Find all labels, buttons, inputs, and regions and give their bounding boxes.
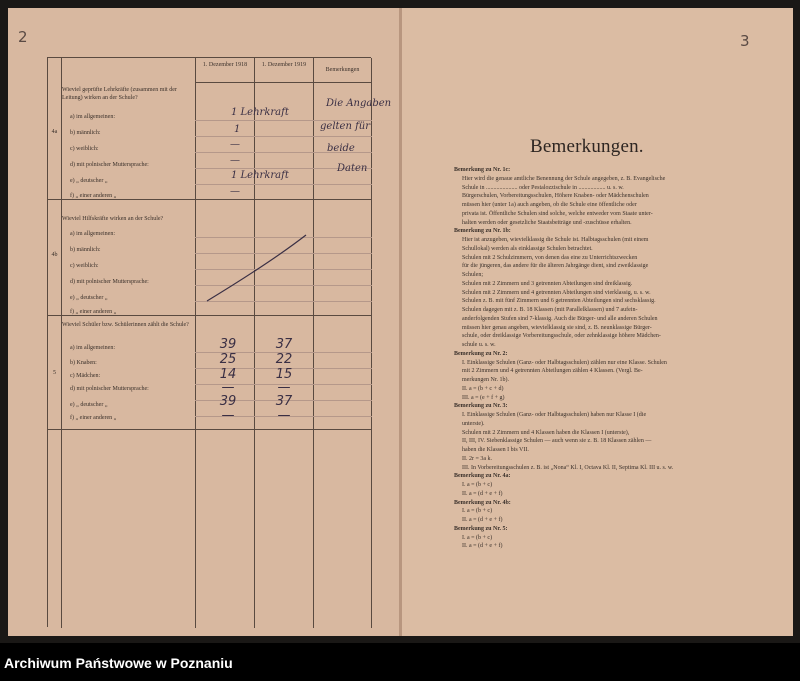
item-4b-f: f) „ einer anderen „: [70, 309, 117, 315]
value-1918-e: 39: [219, 394, 237, 409]
handwritten-remark-line-4: Daten: [337, 163, 368, 174]
question-4a: Wieviel geprüfte Lehrkräfte (zusammen mit der Leitung) wirken an der Schule?: [62, 87, 177, 101]
value-1918-d: —: [221, 380, 235, 395]
remark-line: III. In Vorbereitungsschulen z. B. ist „Nona“ Kl. I, Octava Kl. II, Septima Kl. III u. s. w.: [462, 464, 674, 471]
remark-line: I. a = (b + c): [462, 534, 493, 541]
header-divider: [195, 82, 372, 83]
remark-line: Schulen mit 2 Zimmern und 4 getrennten Abteilungen sind vierklassig, u. s. w.: [462, 289, 651, 296]
section-divider: [48, 315, 372, 316]
remark-line: anderfolgenden Stufen sind 7-klassig. Auch die Bürger- und alle anderen Schulen: [462, 315, 658, 322]
remark-line: Hier ist anzugeben, wievielklassig die Schule ist. Halbtagsschulen (mit einem: [462, 237, 649, 243]
remark-line: Bürgerschulen, Vorbereitungsschulen, Höhere Knaben- oder Mädchenschulen: [462, 193, 649, 200]
item-5-e: e) „ deutscher „: [70, 402, 108, 408]
remark-line: II. a = (d + e + f): [462, 543, 503, 550]
remark-heading: Bemerkung zu Nr. 4b:: [454, 499, 511, 506]
item-5-c: c) Mädchen:: [70, 373, 101, 379]
col-divider: [371, 58, 372, 628]
handwritten-4a-a: 1 Lehrkraft: [231, 107, 289, 118]
remark-line: II. a = (d + e + f): [462, 490, 503, 497]
remark-line: haben die Klassen I bis VII.: [462, 447, 529, 453]
remark-line: III. a = (e + f + g): [462, 394, 505, 401]
value-1919-e: 37: [275, 394, 293, 409]
item-4a-c: c) weiblich:: [70, 146, 99, 152]
section-number-4a: 4a: [51, 129, 58, 135]
value-1918-a: 39: [219, 337, 237, 352]
col-divider: [313, 58, 314, 628]
remark-heading: Bemerkung zu Nr. 5:: [454, 525, 508, 532]
remark-line: II. 2r = 3a k.: [462, 455, 493, 462]
remark-line: Schulen mit 2 Schulzimmern, von denen das eine zu Unterrichtszwecken: [462, 254, 638, 261]
remark-line: halten werden oder gesetzliche Staatsbeiträge und -zuschüsse erhalten.: [462, 219, 632, 226]
item-4b-b: b) männlich:: [70, 247, 101, 253]
remark-line: müssen hier genau angeben, wievielklassig sie sind, z. B. neunklassige Bürger-: [462, 324, 652, 331]
value-1918-c: 14: [219, 367, 237, 382]
remark-line: Schullokal) werden als einklassige Schulen betrachtet.: [462, 245, 593, 252]
remark-line: Hier wird die genaue amtliche Benennung der Schule angegeben, z. B. Evangelische: [462, 175, 666, 182]
item-4b-e: e) „ deutscher „: [70, 295, 108, 301]
remark-line: Schulen mit 2 Zimmern und 3 getrennten Abteilungen sind dreiklassig.: [462, 280, 633, 287]
remark-line: mit 2 Zimmern und 4 getrennten Abteilungen zählen 4 Klassen. (Vergl. Be-: [462, 368, 643, 375]
section-divider: [48, 429, 372, 430]
strike-through-line: [195, 199, 315, 315]
value-1918-b: 25: [219, 352, 237, 367]
item-5-f: f) „ einer anderen „: [70, 415, 117, 421]
handwritten-4a-f: —: [230, 186, 240, 197]
col-header-remarks: Bemerkungen: [325, 67, 360, 73]
statistics-form: [47, 57, 392, 627]
remarks-body: [454, 166, 694, 551]
remark-line: I. a = (b + c): [462, 508, 493, 515]
remark-line: Schulen;: [462, 272, 483, 278]
remark-line: merkungen Nr. 1b).: [462, 377, 509, 383]
section-number-5: 5: [53, 370, 56, 376]
handwritten-remark-line-2: gelten für: [320, 121, 370, 132]
item-4a-d: d) mit polnischer Muttersprache:: [70, 162, 149, 168]
item-5-a: a) im allgemeinen:: [70, 345, 115, 351]
handwritten-4a-b: 1: [234, 124, 241, 135]
value-1918-f: —: [221, 408, 235, 423]
item-4b-c: c) weiblich:: [70, 263, 99, 269]
col-divider: [61, 58, 62, 628]
remark-line: privata ist. Öffentliche Schulen sind solche, welche entweder vom Staate unter-: [462, 210, 653, 217]
archive-name: Archiwum Państwowe w Poznaniu: [4, 655, 233, 671]
item-4b-a: a) im allgemeinen:: [70, 231, 115, 237]
question-5: Wieviel Schüler bzw. Schülerinnen zählt die Schule?: [62, 322, 189, 328]
handwritten-remark-line-1: Die Angaben: [326, 98, 392, 109]
row-rule: [195, 136, 372, 137]
value-1919-c: 15: [275, 367, 293, 382]
item-4a-f: f) „ einer anderen „: [70, 193, 117, 199]
remark-line: I. a = (b + c): [462, 482, 493, 488]
question-4b: Wieviel Hilfskräfte wirken an der Schule?: [62, 216, 164, 222]
remark-line: Schule in ..................... oder Pestalozzischule in .................. u. s. w.: [462, 184, 624, 191]
remark-line: Schulen z. B. mit fünf Zimmern und 6 getrennten Abteilungen sind sechsklassig.: [462, 298, 656, 305]
remark-line: für die jüngeren, das andere für die älteren Jahrgänge dient, sind zweiklassige: [462, 263, 649, 270]
handwritten-4a-c: —: [230, 139, 240, 150]
left-page-number: 2: [18, 28, 28, 46]
page-fold: [399, 8, 402, 636]
col-divider: [254, 58, 255, 628]
value-1919-a: 37: [275, 337, 293, 352]
remark-heading: Bemerkung zu Nr. 1b:: [454, 228, 511, 235]
remark-line: Schulen dagegen mit z. B. 18 Klassen (mit Parallelklassen) und 7 aufein-: [462, 307, 638, 313]
remark-heading: Bemerkung zu Nr. 4a:: [454, 473, 511, 480]
item-5-d: d) mit polnischer Muttersprache:: [70, 386, 149, 392]
remark-line: schule, oder dreiklassige Vorbereitungsschule, oder zehnklassige höhere Mädchen-: [462, 333, 661, 340]
remark-line: schule u. s. w.: [462, 342, 496, 348]
value-1919-d: —: [277, 380, 291, 395]
value-1919-f: —: [277, 408, 291, 423]
remark-line: I. Einklassige Schulen (Ganz- oder Halbtagsschulen) zählen nur eine Klasse. Schulen: [462, 359, 667, 366]
value-1919-b: 22: [275, 352, 293, 367]
handwritten-4a-d: —: [230, 155, 240, 166]
col-divider: [195, 58, 196, 628]
item-4a-a: a) im allgemeinen:: [70, 114, 115, 120]
remark-line: müssen hier (unter 1a) auch angeben, ob die Schule eine öffentliche oder: [462, 202, 637, 208]
handwritten-remark-line-3: beide: [327, 143, 355, 154]
col-header-1919: 1. Dezember 1919: [261, 62, 307, 68]
remark-line: II. a = (b + c + d): [462, 385, 504, 392]
remark-line: II. a = (d + e + f): [462, 517, 503, 523]
remark-line: II, III, IV. Siebenklassige Schulen — auch wenn sie z. B. 18 Klassen zählen —: [462, 438, 652, 445]
remark-heading: Bemerkung zu Nr. 3:: [454, 403, 508, 410]
remark-heading: Bemerkung zu Nr. 2:: [454, 350, 508, 357]
row-rule: [195, 184, 372, 185]
item-4b-d: d) mit polnischer Muttersprache:: [70, 279, 149, 285]
remark-line: Schulen mit 2 Zimmern und 4 Klassen haben die Klassen I (unterste),: [462, 429, 630, 436]
remark-line: unterste).: [462, 420, 485, 427]
item-5-b: b) Knaben:: [70, 360, 97, 366]
section-number-4b: 4b: [51, 252, 58, 258]
handwritten-4a-e: 1 Lehrkraft: [231, 170, 289, 181]
remark-heading: Bemerkung zu Nr. 1c:: [454, 167, 511, 173]
archive-footer: [0, 643, 800, 681]
item-4a-e: e) „ deutscher „: [70, 178, 108, 184]
right-page-number: 3: [740, 32, 750, 50]
remarks-title: Bemerkungen.: [530, 136, 644, 157]
col-header-1918: 1. Dezember 1918: [202, 62, 248, 68]
item-4a-b: b) männlich:: [70, 130, 101, 136]
remark-line: I. Einklassige Schulen (Ganz- oder Halbtagsschulen) haben nur Klasse I (die: [462, 412, 647, 418]
